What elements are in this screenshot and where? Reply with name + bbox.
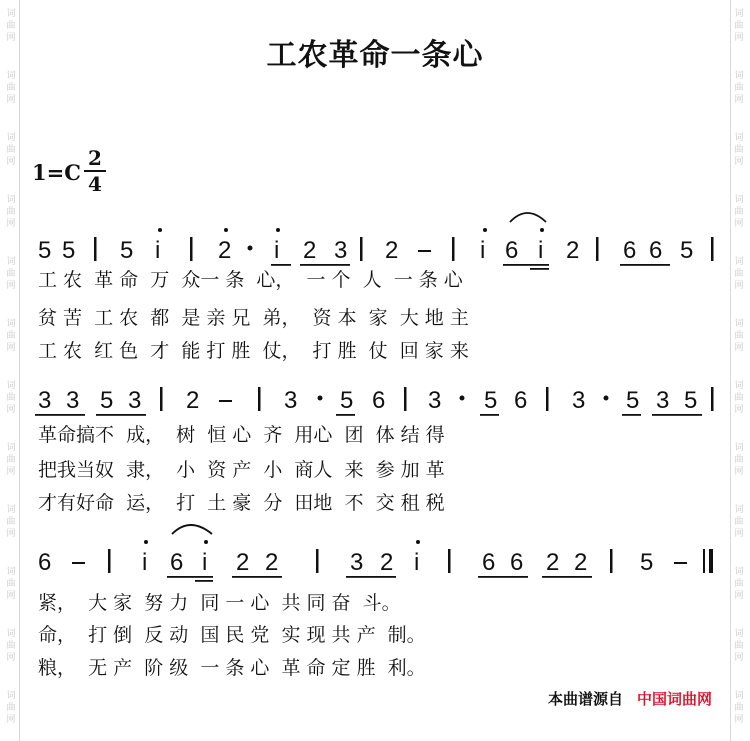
lyric-line: 命， 打 倒 反 动 国 民 党 实 现 共 产 制。 — [38, 624, 426, 646]
svg-text:i: i — [414, 549, 420, 576]
time-signature-bottom: 4 — [88, 172, 102, 196]
svg-text:6: 6 — [510, 549, 524, 576]
watermark-text: 词 曲 网 — [6, 71, 16, 105]
watermark-text: 词 曲 网 — [6, 319, 16, 353]
svg-text:6: 6 — [649, 237, 663, 264]
svg-text:6: 6 — [482, 549, 496, 576]
key-signature: 1=C — [32, 160, 81, 185]
watermark-text: 词 曲 网 — [734, 133, 744, 167]
watermark-text: 词 曲 网 — [734, 691, 744, 725]
watermark-text: 词 曲 网 — [734, 505, 744, 539]
source-credit — [548, 688, 712, 709]
watermark-text: 词 曲 网 — [734, 257, 744, 291]
watermark-text: 词 曲 网 — [734, 381, 744, 415]
watermark-text: 词 曲 网 — [6, 133, 16, 167]
svg-text:5: 5 — [684, 387, 698, 414]
svg-text:i: i — [142, 549, 148, 576]
svg-text:3: 3 — [572, 387, 586, 414]
svg-text:3: 3 — [350, 549, 364, 576]
watermark-text: 词 曲 网 — [734, 319, 744, 353]
watermark-text: 词 曲 网 — [734, 567, 744, 601]
watermark-text: 词 曲 网 — [6, 9, 16, 43]
watermark-text: 词 曲 网 — [6, 443, 16, 477]
svg-text:5: 5 — [640, 549, 654, 576]
svg-text:3: 3 — [656, 387, 670, 414]
svg-text:5: 5 — [38, 237, 52, 264]
svg-text:2: 2 — [236, 549, 250, 576]
svg-text:i: i — [274, 237, 280, 264]
lyric-line: 紧， 大 家 努 力 同 一 心 共 同 奋 斗。 — [38, 592, 401, 614]
svg-text:6: 6 — [372, 387, 386, 414]
svg-text:i: i — [155, 237, 161, 264]
time-signature-top: 2 — [84, 146, 106, 172]
svg-text:5: 5 — [484, 387, 498, 414]
svg-text:6: 6 — [38, 549, 52, 576]
watermark-text: 词 曲 网 — [734, 629, 744, 663]
source-site-link[interactable]: 中国词曲网 — [636, 690, 712, 708]
watermark-text: 词 曲 网 — [6, 381, 16, 415]
watermark-text: 词 曲 网 — [734, 71, 744, 105]
svg-text:2: 2 — [303, 237, 317, 264]
watermark-text: 词 曲 网 — [734, 195, 744, 229]
svg-text:5: 5 — [120, 237, 134, 264]
svg-text:3: 3 — [428, 387, 442, 414]
lyric-line: 贫 苦 工 农 都 是 亲 兄 弟， 资 本 家 大 地 主 — [38, 307, 469, 329]
notation-line-1 — [38, 213, 714, 270]
svg-text:5: 5 — [62, 237, 76, 264]
lyric-line: 工 农 革 命 万 众一 条 心， 一 个 人 一 条 心 — [38, 269, 463, 291]
svg-text:3: 3 — [284, 387, 298, 414]
svg-text:2: 2 — [218, 237, 232, 264]
svg-text:i: i — [202, 549, 208, 576]
lyric-line: 革命搞不 成， 树 恒 心 齐 用心 团 体 结 得 — [38, 424, 445, 446]
svg-text:2: 2 — [566, 237, 580, 264]
svg-text:6: 6 — [170, 549, 184, 576]
svg-text:2: 2 — [186, 387, 200, 414]
svg-text:5: 5 — [340, 387, 354, 414]
svg-text:6: 6 — [505, 237, 519, 264]
svg-text:6: 6 — [514, 387, 528, 414]
watermark-text: 词 曲 网 — [6, 257, 16, 291]
watermark-text: 词 曲 网 — [6, 629, 16, 663]
svg-text:3: 3 — [334, 237, 348, 264]
svg-text:2: 2 — [385, 237, 399, 264]
svg-text:3: 3 — [128, 387, 142, 414]
source-label: 本曲谱源自 — [547, 690, 623, 708]
svg-text:5: 5 — [100, 387, 114, 414]
watermark-text: 词 曲 网 — [6, 505, 16, 539]
svg-text:2: 2 — [546, 549, 560, 576]
svg-text:5: 5 — [680, 237, 694, 264]
watermark-text: 词 曲 网 — [6, 567, 16, 601]
lyric-line: 粮， 无 产 阶 级 一 条 心 革 命 定 胜 利。 — [38, 657, 426, 679]
svg-text:5: 5 — [626, 387, 640, 414]
svg-text:6: 6 — [623, 237, 637, 264]
watermark-text: 词 曲 网 — [734, 9, 744, 43]
svg-text:2: 2 — [265, 549, 279, 576]
lyric-line: 把我当奴 隶， 小 资 产 小 商人 来 参 加 革 — [38, 459, 445, 481]
lyric-line: 才有好命 运， 打 土 豪 分 田地 不 交 租 税 — [38, 492, 445, 514]
watermark-text: 词 曲 网 — [6, 691, 16, 725]
watermark-text: 词 曲 网 — [734, 443, 744, 477]
lyric-line: 工 农 红 色 才 能 打 胜 仗， 打 胜 仗 回 家 来 — [38, 340, 469, 362]
notation-line-2 — [35, 387, 714, 416]
watermark-text: 词 曲 网 — [6, 195, 16, 229]
svg-text:2: 2 — [574, 549, 588, 576]
song-title: 工农革命一条心 — [266, 38, 484, 73]
notation-line-3 — [38, 525, 713, 582]
svg-text:2: 2 — [380, 549, 394, 576]
svg-text:3: 3 — [66, 387, 80, 414]
svg-text:i: i — [480, 237, 486, 264]
svg-text:i: i — [538, 237, 544, 264]
svg-text:3: 3 — [38, 387, 52, 414]
